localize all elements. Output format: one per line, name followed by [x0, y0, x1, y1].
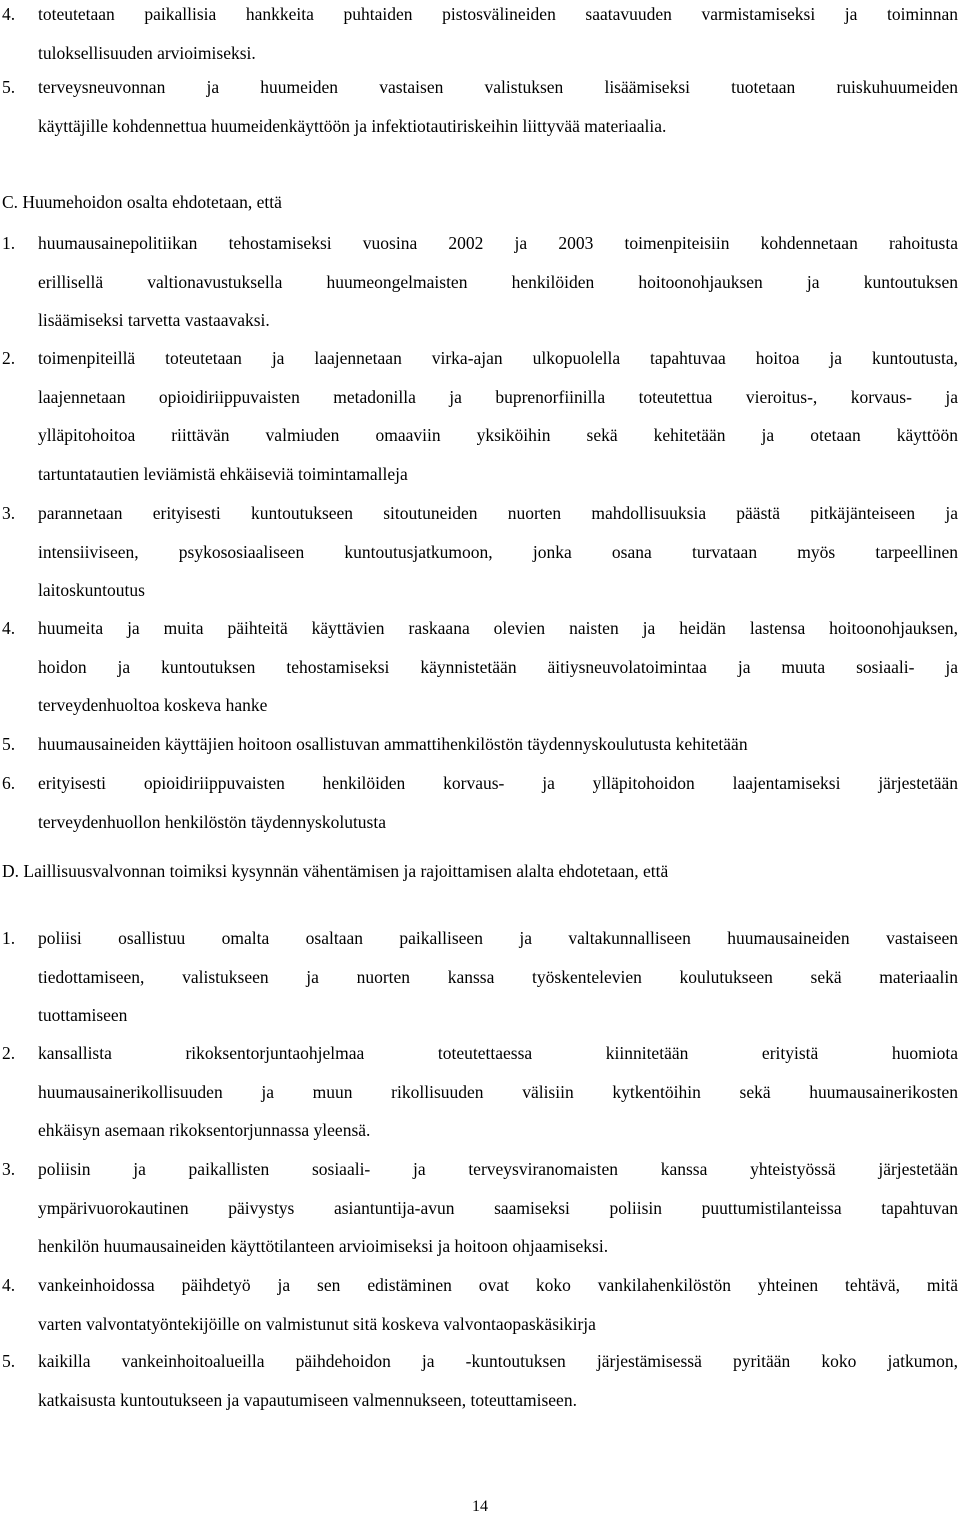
text-line: ympärivuorokautinen päivystys asiantuntija-avun saamiseksi poliisin puuttumistilanteissa tapahtuvan [38, 1197, 958, 1218]
page-number: 14 [472, 1498, 488, 1515]
item-text [38, 68, 958, 145]
item-number: 3. [2, 1159, 16, 1179]
text-line: ylläpitohoitoa riittävän valmiuden omaaviin yksiköihin sekä kehitetään ja otetaan käyttöön [38, 425, 958, 445]
item-number: 4. [2, 1275, 16, 1295]
text-line: hoidon ja kuntoutuksen tehostamiseksi käynnistetään äitiysneuvolatoimintaa ja muuta sosiaali- ja [38, 656, 958, 677]
text-line: huumausainepolitiikan tehostamiseksi vuosina 2002 ja 2003 toimenpiteisiin kohdennetaan rahoitusta [38, 233, 958, 253]
text-line: lisäämiseksi tarvetta vastaavaksi. [38, 310, 270, 330]
text-line: laitoskuntoutus [38, 580, 145, 600]
item-number: 2. [2, 1043, 16, 1063]
item-text [38, 494, 958, 610]
text-line: tuloksellisuuden arvioimiseksi. [38, 42, 256, 63]
text-line: erityisesti opioidiriippuvaisten henkilöiden korvaus- ja ylläpitohoidon laajentamiseksi järjestetään [38, 773, 958, 793]
text-line: toimenpiteillä toteutetaan ja laajennetaan virka-ajan ulkopuolella tapahtuvaa hoitoa ja kuntoutusta, [38, 348, 958, 368]
text-line: tuottamiseen [38, 1005, 128, 1025]
text-line: vankeinhoidossa päihdetyö ja sen edistäminen ovat koko vankilahenkilöstön yhteinen tehtävä, mitä [38, 1275, 958, 1295]
item-number: 5. [2, 77, 16, 97]
item-number: 2. [2, 348, 16, 368]
text-line: huumausaineiden käyttäjien hoitoon osallistuvan ammattihenkilöstön täydennyskoulutusta kehitetään [38, 734, 748, 754]
item-text [38, 725, 958, 764]
text-line: terveydenhuollon henkilöstön täydennyskolutusta [38, 811, 387, 832]
text-line: ehkäisyn asemaan rikoksentorjunnassa yleensä. [38, 1120, 371, 1140]
text-line: poliisin ja paikallisten sosiaali- ja terveysviranomaisten kanssa yhteistyössä järjestetään [38, 1159, 958, 1179]
item-number: 5. [2, 1351, 16, 1371]
item-number: 4. [2, 618, 16, 638]
text-line: huumausainerikollisuuden ja muun rikollisuuden välisiin kytkentöihin sekä huumausainerikosten [38, 1081, 958, 1102]
section-heading: C. Huumehoidon osalta ehdotetaan, että [2, 192, 282, 212]
item-text [38, 224, 958, 340]
text-line: käyttäjille kohdennettua huumeidenkäyttöön ja infektiotautiriskeihin liittyvää materiaalia. [38, 115, 667, 136]
item-text [38, 1150, 958, 1266]
text-line: erillisellä valtionavustuksella huumeongelmaisten henkilöiden hoitoonohjauksen ja kuntoutuksen [38, 271, 958, 292]
item-number: 1. [2, 233, 16, 253]
item-text [38, 0, 958, 72]
item-number: 3. [2, 503, 16, 523]
text-line: terveysneuvonnan ja huumeiden vastaisen valistuksen lisäämiseksi tuotetaan ruiskuhuumeiden [38, 77, 958, 97]
text-line: huumeita ja muita päihteitä käyttävien raskaana olevien naisten ja heidän lastensa hoitoonohjauksen, [38, 618, 958, 638]
text-line: tartuntatautien leviämistä ehkäiseviä toimintamalleja [38, 463, 408, 484]
text-line: parannetaan erityisesti kuntoutukseen sitoutuneiden nuorten mahdollisuuksia päästä pitkäjänteiseen ja [38, 503, 958, 523]
text-line: varten valvontatyöntekijöille on valmistunut sitä koskeva valvontaopaskäsikirja [38, 1313, 596, 1334]
text-line: kaikilla vankeinhoitoalueilla päihdehoidon ja -kuntoutuksen järjestämisessä pyritään koko jatkumon, [38, 1351, 958, 1371]
item-text [38, 609, 958, 725]
item-text [38, 919, 958, 1035]
item-text [38, 1266, 958, 1343]
text-line: terveydenhuoltoa koskeva hanke [38, 695, 268, 715]
item-text [38, 764, 958, 841]
text-line: laajennetaan opioidiriippuvaisten metadonilla ja buprenorfiinilla toteutettua vieroitus-, korvaus- ja [38, 386, 958, 407]
text-line: intensiiviseen, psykososiaaliseen kuntoutusjatkumoon, jonka osana turvataan myös tarpeellinen [38, 541, 958, 562]
item-text [38, 339, 958, 493]
section-heading: D. Laillisuusvalvonnan toimiksi kysynnän vähentämisen ja rajoittamisen alalta ehdotetaan, että [2, 861, 669, 881]
text-line: katkaisusta kuntoutukseen ja vapautumiseen valmennukseen, toteuttamiseen. [38, 1389, 577, 1410]
text-line: kansallista rikoksentorjuntaohjelmaa toteutettaessa kiinnitetään erityistä huomiota [38, 1043, 958, 1063]
text-line: henkilön huumausaineiden käyttötilanteen arvioimiseksi ja hoitoon ohjaamiseksi. [38, 1236, 609, 1256]
text-line: toteutetaan paikallisia hankkeita puhtaiden pistosvälineiden saatavuuden varmistamiseksi ja toiminnan [38, 4, 958, 24]
text-line: poliisi osallistuu omalta osaltaan paikalliseen ja valtakunnalliseen huumausaineiden vastaiseen [38, 928, 958, 948]
item-number: 4. [2, 4, 16, 24]
item-number: 6. [2, 773, 16, 793]
item-number: 5. [2, 734, 16, 754]
item-text [38, 1342, 958, 1419]
item-text [38, 1034, 958, 1150]
text-line: tiedottamiseen, valistukseen ja nuorten kanssa työskentelevien koulutukseen sekä materiaalin [38, 966, 958, 987]
item-number: 1. [2, 928, 16, 948]
